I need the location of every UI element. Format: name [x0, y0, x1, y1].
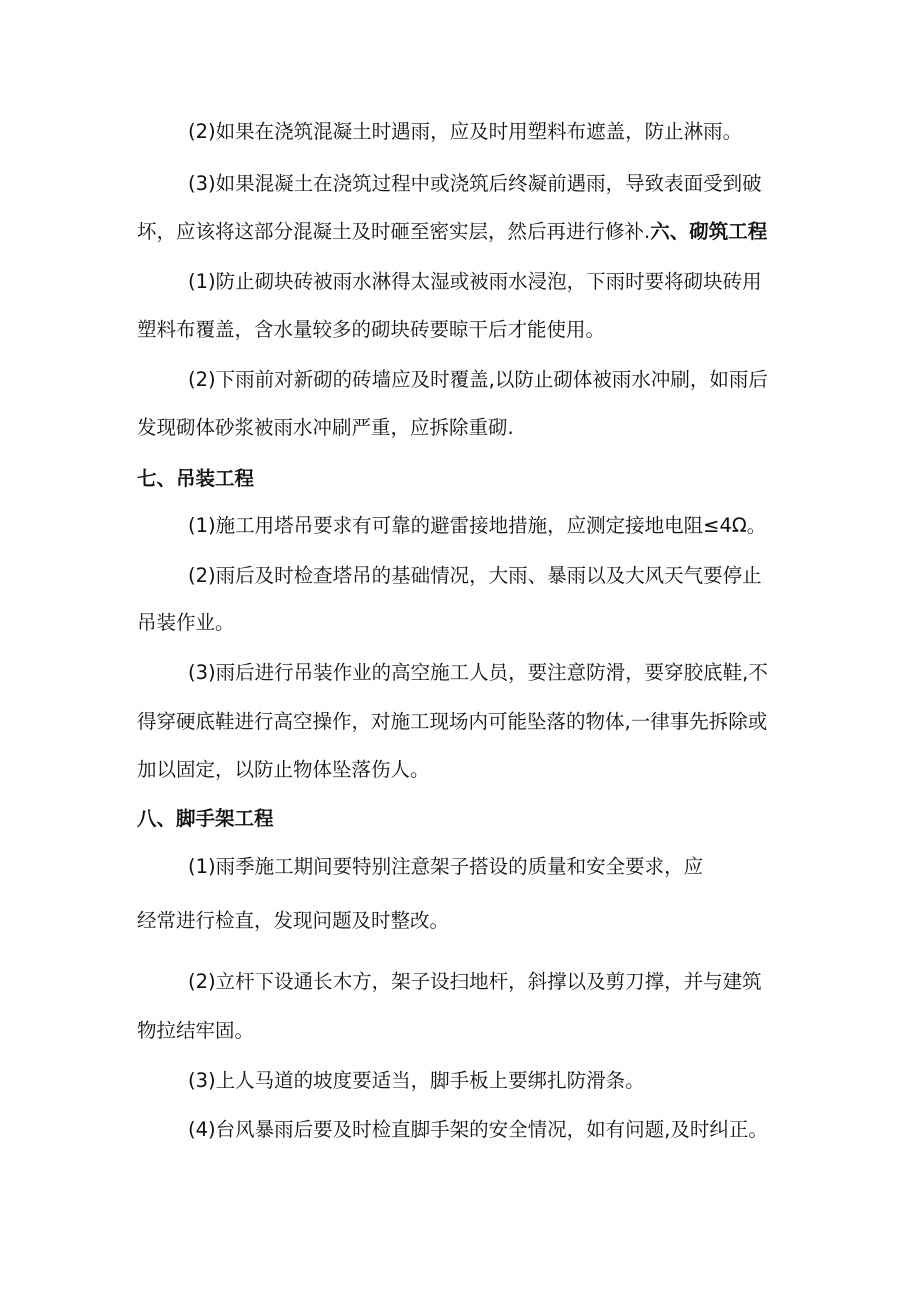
masonry-item-1-line-2: 塑料布覆盖，含水量较多的砌块砖要晾干后才能使用。: [137, 318, 606, 341]
hoisting-item-2-line-2: 吊装作业。: [137, 611, 235, 634]
scaffold-item-2-line-1: (2)立杆下设通长木方，架子设扫地杆，斜撑以及剪刀撑，并与建筑: [188, 970, 762, 993]
masonry-item-2-line-2: 发现砌体砂浆被雨水冲刷严重，应拆除重砌.: [137, 416, 514, 439]
scaffold-item-1-line-2: 经常进行检直，发现问题及时整改。: [137, 909, 450, 932]
scaffold-item-3-line-1: (3)上人马道的坡度要适当，脚手板上要绑扎防滑条。: [188, 1069, 645, 1092]
masonry-item-2-line-1: (2)下雨前对新砌的砖墙应及时覆盖,以防止砌体被雨水冲刷，如雨后: [188, 368, 768, 391]
concrete-item-3-line-1: (3)如果混凝土在浇筑过程中或浇筑后终凝前遇雨，导致表面受到破: [188, 172, 762, 195]
concrete-item-3-line-2-row: [137, 218, 920, 246]
hoisting-heading: 七、吊装工程: [137, 467, 255, 490]
scaffold-item-2-line-2: 物拉结牢固。: [137, 1019, 255, 1042]
masonry-item-1-line-1: (1)防止砌块砖被雨水淋得太湿或被雨水浸泡，下雨时要将砌块砖用: [188, 270, 762, 293]
concrete-item-2-line-1: (2)如果在浇筑混凝土时遇雨，应及时用塑料布遮盖，防止淋雨。: [188, 120, 743, 143]
hoisting-item-3-line-2: 得穿硬底鞋进行高空操作，对施工现场内可能坠落的物体,一律事先拆除或: [137, 710, 768, 733]
hoisting-item-3-line-3: 加以固定，以防止物体坠落伤人。: [137, 758, 430, 781]
masonry-heading: 六、砌筑工程: [650, 220, 768, 243]
scaffold-item-1-line-1: (1)雨季施工期间要特别注意架子搭设的质量和安全要求，应: [188, 855, 704, 878]
hoisting-item-2-line-1: (2)雨后及时检查塔吊的基础情况，大雨、暴雨以及大风天气要停止: [188, 564, 762, 587]
hoisting-item-3-line-1: (3)雨后进行吊装作业的高空施工人员，要注意防滑，要穿胶底鞋,不: [188, 661, 768, 684]
scaffold-heading: 八、脚手架工程: [137, 807, 274, 830]
concrete-item-3-line-2: 坏，应该将这部分混凝土及时砸至密实层，然后再进行修补.: [137, 220, 651, 243]
scaffold-item-4-line-1: (4)台风暴雨后要及时检直脚手架的安全情况，如有问题,及时纠正。: [188, 1118, 768, 1141]
hoisting-item-1-line-1: (1)施工用塔吊要求有可靠的避雷接地措施，应测定接地电阻≤4Ω。: [188, 514, 767, 537]
